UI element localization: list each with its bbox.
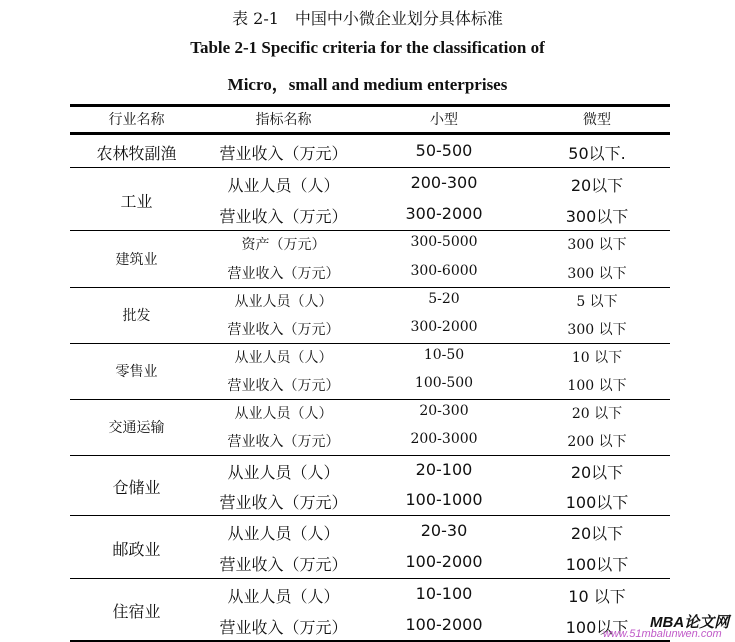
micro-threshold: 200 以下 (567, 434, 627, 450)
micro-threshold: 100以下 (565, 555, 629, 575)
indicator-name: 营业收入（万元） (227, 265, 340, 282)
small-threshold: 300-2000 (410, 319, 478, 335)
column-header: 指标名称 (255, 112, 312, 128)
micro-threshold: 5 以下 (576, 294, 618, 310)
table-rule (70, 287, 670, 288)
micro-threshold: 300 以下 (567, 322, 627, 338)
micro-threshold: 300 以下 (567, 265, 627, 282)
micro-threshold: 100 以下 (567, 378, 627, 394)
table-rule (70, 132, 670, 135)
small-threshold: 200-300 (410, 172, 478, 192)
micro-threshold: 20以下 (570, 523, 624, 543)
table-caption-en-1: Table 2-1 Specific criteria for the classification of (190, 38, 545, 57)
indicator-name: 从业人员（人） (234, 406, 333, 422)
table-rule (70, 343, 670, 344)
small-threshold: 20-100 (415, 460, 473, 479)
column-header: 微型 (583, 112, 611, 128)
industry-name: 住宿业 (112, 602, 161, 621)
indicator-name: 从业人员（人） (227, 586, 340, 606)
small-threshold: 100-2000 (405, 614, 483, 634)
small-threshold: 300-5000 (410, 234, 478, 251)
indicator-name: 营业收入（万元） (219, 493, 348, 512)
table-rule (70, 455, 670, 456)
indicator-name: 从业人员（人） (234, 350, 333, 366)
industry-name: 建筑业 (115, 251, 158, 268)
table-rule (70, 167, 670, 168)
watermark-url: www.51mbalunwen.com (603, 628, 722, 640)
small-threshold: 20-30 (420, 520, 468, 540)
table-rule (70, 230, 670, 231)
micro-threshold: 10 以下 (568, 586, 626, 606)
table-rule (70, 399, 670, 400)
indicator-name: 从业人员（人） (227, 463, 340, 482)
micro-threshold: 300 以下 (567, 237, 627, 254)
industry-name: 邮政业 (112, 539, 161, 559)
indicator-name: 营业收入（万元） (219, 555, 348, 575)
micro-threshold: 10 以下 (571, 350, 623, 366)
table-rule (70, 578, 670, 579)
indicator-name: 营业收入（万元） (219, 207, 348, 227)
table-caption-en-2: Micro，small and medium enterprises (227, 75, 508, 94)
indicator-name: 从业人员（人） (234, 294, 333, 310)
column-header: 小型 (430, 112, 458, 128)
small-threshold: 100-500 (414, 375, 474, 391)
table-rule (70, 104, 670, 107)
micro-threshold: 20以下 (570, 175, 624, 195)
small-threshold: 200-3000 (410, 431, 478, 447)
small-threshold: 50-500 (415, 141, 473, 160)
industry-name: 零售业 (115, 364, 158, 380)
industry-name: 仓储业 (112, 478, 161, 497)
micro-threshold: 100以下 (565, 617, 629, 637)
small-threshold: 10-100 (415, 583, 473, 603)
industry-name: 农林牧副渔 (96, 144, 177, 163)
micro-threshold: 50以下. (568, 144, 626, 163)
indicator-name: 从业人员（人） (227, 175, 340, 195)
indicator-name: 营业收入（万元） (227, 322, 340, 338)
small-threshold: 10-50 (423, 347, 465, 363)
small-threshold: 20-300 (419, 403, 469, 419)
industry-name: 交通运输 (108, 420, 165, 436)
micro-threshold: 20以下 (570, 463, 624, 482)
indicator-name: 营业收入（万元） (219, 617, 348, 637)
small-threshold: 100-2000 (405, 552, 483, 572)
small-threshold: 300-6000 (410, 262, 478, 279)
industry-name: 批发 (122, 308, 151, 324)
indicator-name: 从业人员（人） (227, 523, 340, 543)
table-caption-cn: 表 2-1 中国中小微企业划分具体标准 (232, 9, 503, 28)
table-rule (70, 515, 670, 516)
indicator-name: 营业收入（万元） (227, 434, 340, 450)
small-threshold: 300-2000 (405, 204, 483, 224)
micro-threshold: 20 以下 (571, 406, 623, 422)
indicator-name: 营业收入（万元） (227, 378, 340, 394)
indicator-name: 营业收入（万元） (219, 144, 348, 163)
industry-name: 工业 (120, 191, 153, 211)
small-threshold: 100-1000 (405, 490, 483, 509)
column-header: 行业名称 (108, 112, 165, 128)
micro-threshold: 100以下 (565, 493, 629, 512)
micro-threshold: 300以下 (565, 207, 629, 227)
indicator-name: 资产（万元） (241, 237, 326, 254)
watermark-title: MBA论文网 (650, 614, 730, 631)
small-threshold: 5-20 (428, 291, 460, 307)
